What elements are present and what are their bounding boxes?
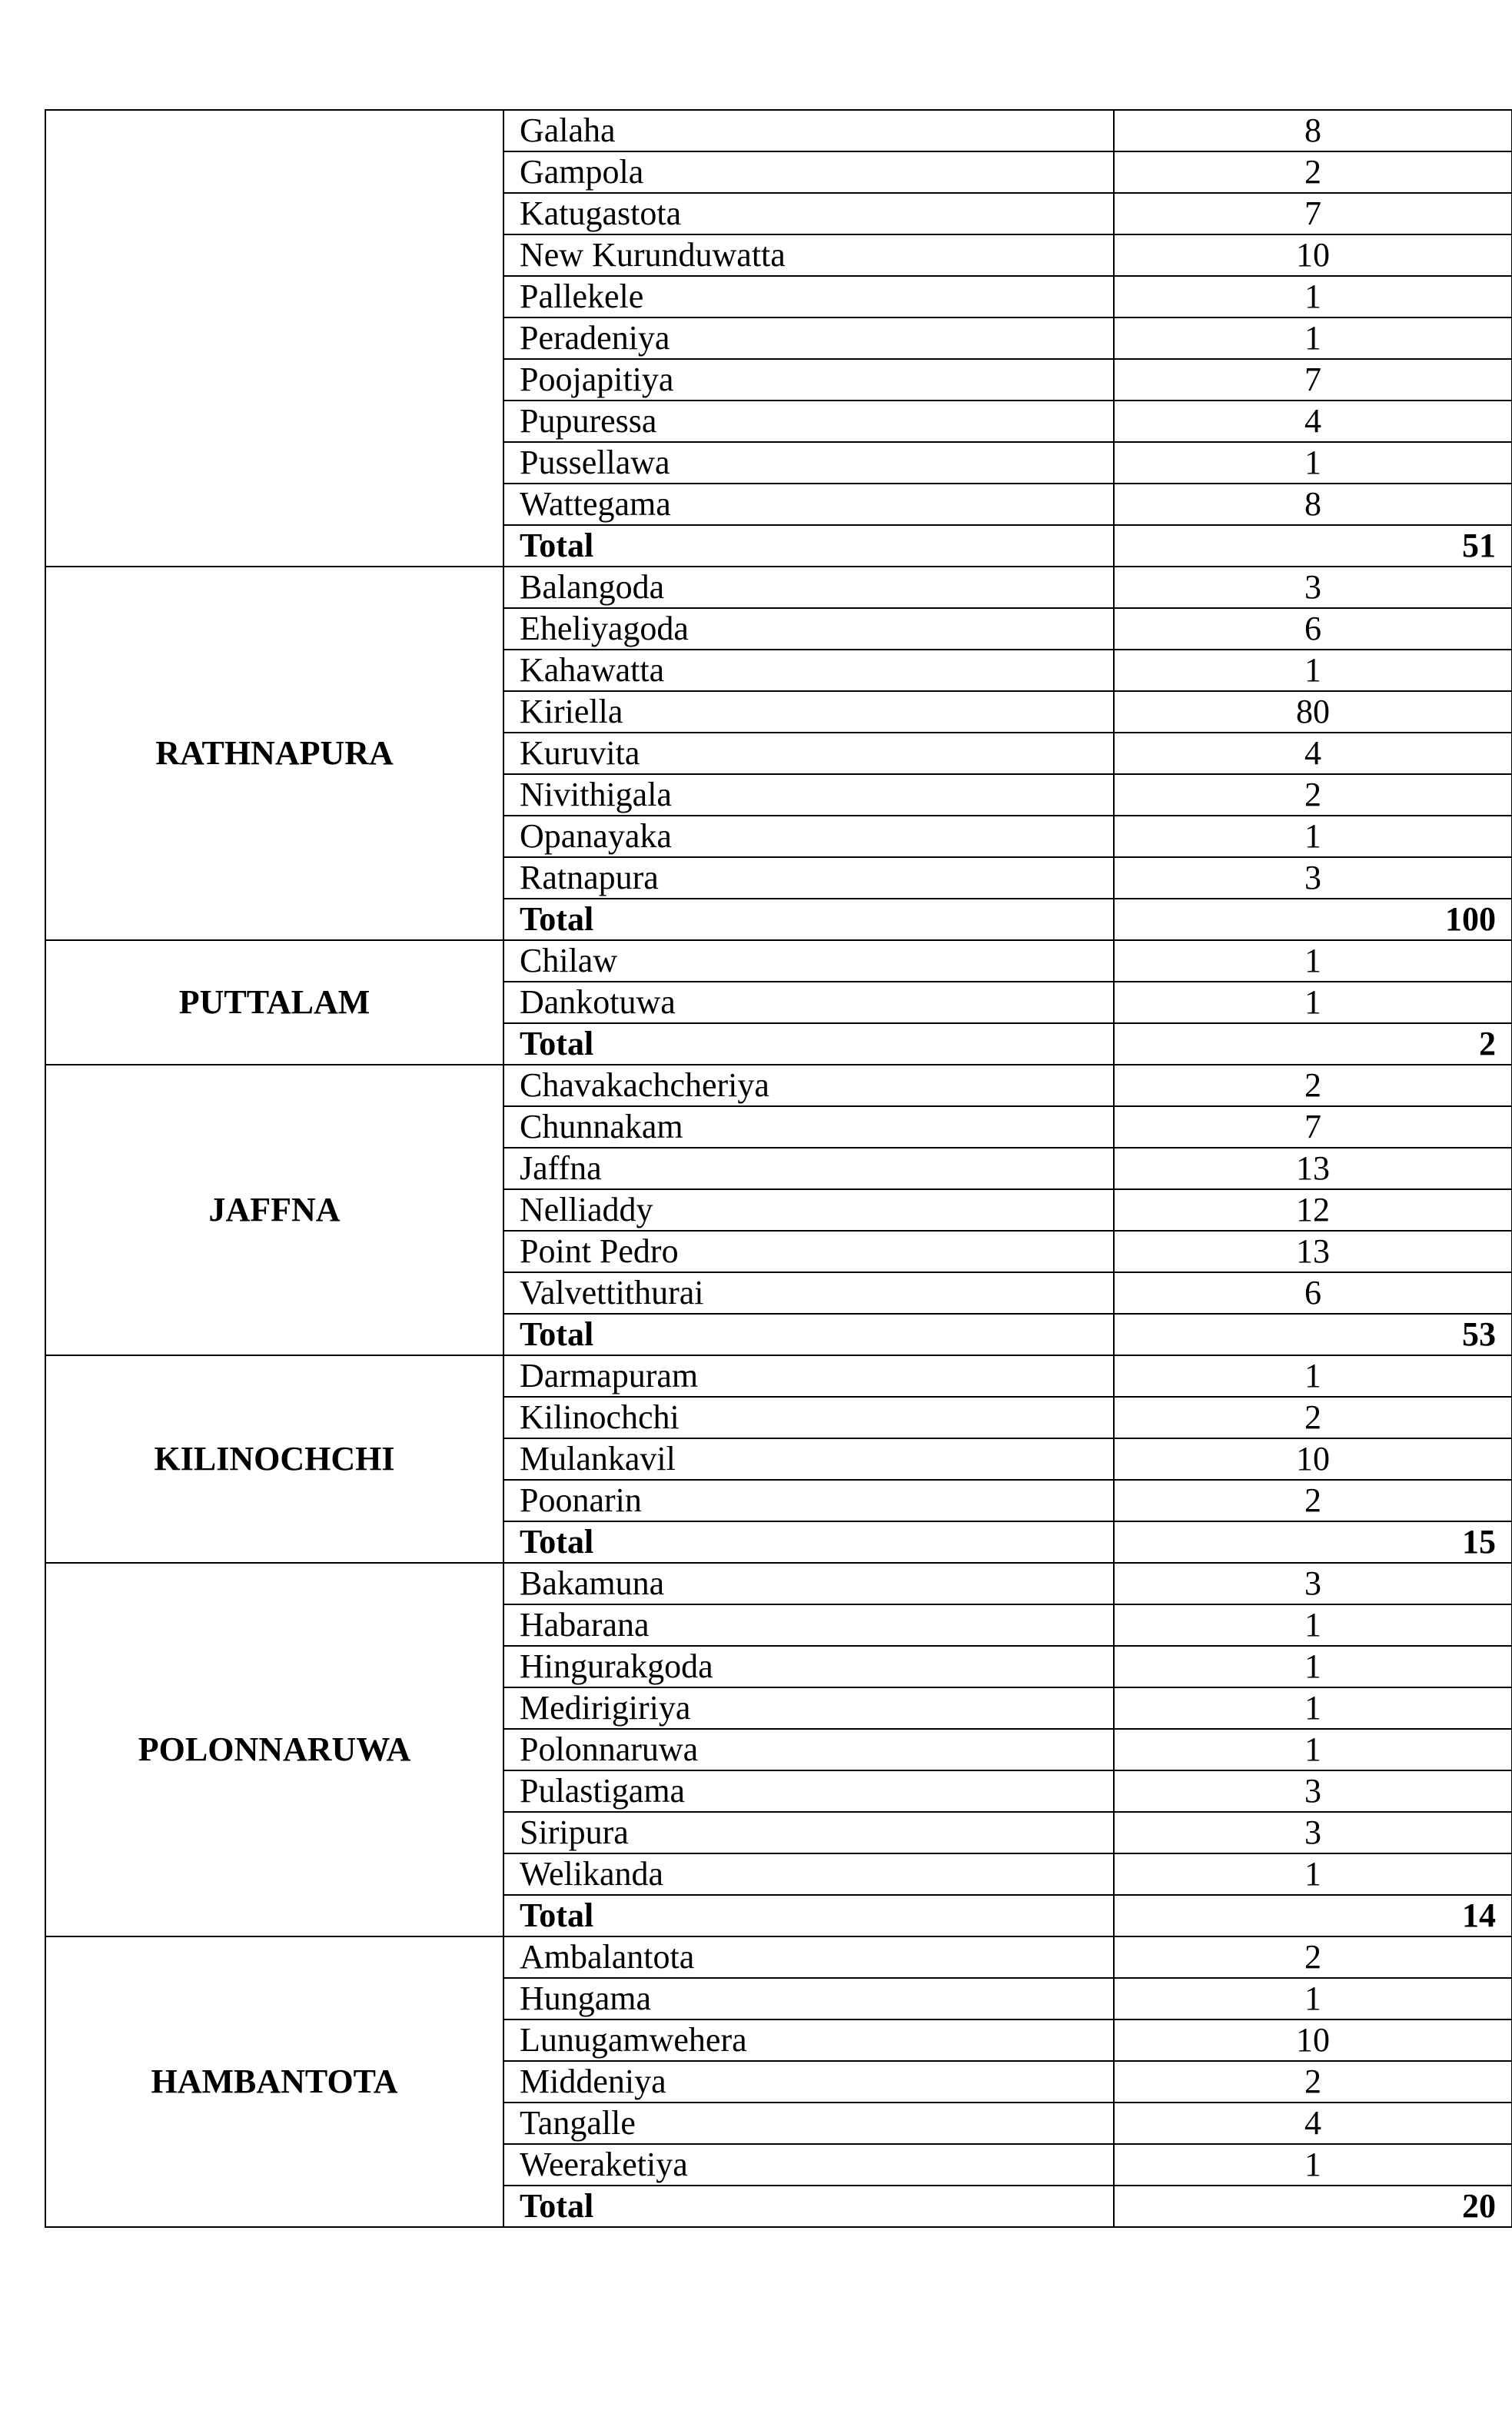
area-name: Opanayaka: [503, 816, 1114, 857]
area-count: 80: [1114, 691, 1512, 733]
area-count: 1: [1114, 1355, 1512, 1397]
area-name: Tangalle: [503, 2103, 1114, 2144]
area-count: 3: [1114, 857, 1512, 899]
area-count: 8: [1114, 484, 1512, 525]
area-count: 10: [1114, 234, 1512, 276]
area-name: Hungama: [503, 1978, 1114, 2019]
area-name: Katugastota: [503, 193, 1114, 234]
area-name: Siripura: [503, 1812, 1114, 1853]
area-count: 1: [1114, 940, 1512, 982]
area-name: Ambalantota: [503, 1936, 1114, 1978]
total-value: 2: [1114, 1023, 1512, 1065]
area-count: 1: [1114, 442, 1512, 484]
area-name: Polonnaruwa: [503, 1729, 1114, 1770]
district-name: HAMBANTOTA: [45, 1936, 503, 2227]
area-count: 1: [1114, 816, 1512, 857]
area-name: Pallekele: [503, 276, 1114, 317]
area-name: Peradeniya: [503, 317, 1114, 359]
area-count: 2: [1114, 1065, 1512, 1106]
area-count: 1: [1114, 982, 1512, 1023]
area-count: 1: [1114, 1729, 1512, 1770]
table-body: [45, 110, 1512, 2227]
area-name: Dankotuwa: [503, 982, 1114, 1023]
total-label: Total: [503, 525, 1114, 567]
area-name: Darmapuram: [503, 1355, 1114, 1397]
area-count: 2: [1114, 774, 1512, 816]
total-value: 53: [1114, 1314, 1512, 1355]
total-label: Total: [503, 899, 1114, 940]
area-name: Habarana: [503, 1604, 1114, 1646]
area-name: Gampola: [503, 151, 1114, 193]
area-count: 3: [1114, 1812, 1512, 1853]
area-name: Mulankavil: [503, 1438, 1114, 1480]
table-row: [45, 940, 1512, 982]
area-count: 2: [1114, 2061, 1512, 2103]
area-count: 1: [1114, 1604, 1512, 1646]
area-name: Pupuressa: [503, 401, 1114, 442]
table-row: [45, 110, 1512, 151]
area-name: Chavakachcheriya: [503, 1065, 1114, 1106]
area-count: 2: [1114, 1480, 1512, 1521]
area-name: Eheliyagoda: [503, 608, 1114, 650]
area-name: Point Pedro: [503, 1231, 1114, 1272]
area-name: Pussellawa: [503, 442, 1114, 484]
area-name: Nelliaddy: [503, 1189, 1114, 1231]
area-name: Jaffna: [503, 1148, 1114, 1189]
area-name: Kilinochchi: [503, 1397, 1114, 1438]
total-label: Total: [503, 1895, 1114, 1936]
area-count: 4: [1114, 401, 1512, 442]
area-count: 6: [1114, 1272, 1512, 1314]
table-row: [45, 567, 1512, 608]
area-count: 7: [1114, 1106, 1512, 1148]
district-name: POLONNARUWA: [45, 1563, 503, 1936]
area-count: 2: [1114, 1936, 1512, 1978]
table-row: [45, 1065, 1512, 1106]
district-name: RATHNAPURA: [45, 567, 503, 940]
area-count: 1: [1114, 650, 1512, 691]
area-count: 3: [1114, 1770, 1512, 1812]
area-name: Welikanda: [503, 1853, 1114, 1895]
total-label: Total: [503, 2186, 1114, 2227]
area-name: Chilaw: [503, 940, 1114, 982]
area-name: Pulastigama: [503, 1770, 1114, 1812]
area-name: Hingurakgoda: [503, 1646, 1114, 1687]
area-name: Bakamuna: [503, 1563, 1114, 1604]
district-name: JAFFNA: [45, 1065, 503, 1355]
area-count: 1: [1114, 2144, 1512, 2186]
district-name: PUTTALAM: [45, 940, 503, 1065]
area-count: 3: [1114, 1563, 1512, 1604]
area-name: Poojapitiya: [503, 359, 1114, 401]
area-count: 13: [1114, 1231, 1512, 1272]
area-name: Kiriella: [503, 691, 1114, 733]
area-name: Lunugamwehera: [503, 2019, 1114, 2061]
table-row: [45, 1563, 1512, 1604]
district-name: KILINOCHCHI: [45, 1355, 503, 1563]
total-value: 20: [1114, 2186, 1512, 2227]
table-row: [45, 1355, 1512, 1397]
area-name: Nivithigala: [503, 774, 1114, 816]
total-value: 15: [1114, 1521, 1512, 1563]
area-count: 10: [1114, 1438, 1512, 1480]
area-count: 2: [1114, 1397, 1512, 1438]
area-count: 8: [1114, 110, 1512, 151]
area-name: Weeraketiya: [503, 2144, 1114, 2186]
total-label: Total: [503, 1521, 1114, 1563]
area-count: 7: [1114, 193, 1512, 234]
area-count: 4: [1114, 733, 1512, 774]
total-value: 100: [1114, 899, 1512, 940]
total-value: 14: [1114, 1895, 1512, 1936]
area-count: 1: [1114, 1853, 1512, 1895]
area-name: Kahawatta: [503, 650, 1114, 691]
total-label: Total: [503, 1023, 1114, 1065]
area-name: Kuruvita: [503, 733, 1114, 774]
area-count: 2: [1114, 151, 1512, 193]
area-count: 1: [1114, 1646, 1512, 1687]
area-name: Balangoda: [503, 567, 1114, 608]
area-name: New Kurunduwatta: [503, 234, 1114, 276]
area-count: 13: [1114, 1148, 1512, 1189]
area-count: 1: [1114, 1687, 1512, 1729]
area-name: Ratnapura: [503, 857, 1114, 899]
area-name: Wattegama: [503, 484, 1114, 525]
area-count: 7: [1114, 359, 1512, 401]
area-count: 4: [1114, 2103, 1512, 2144]
district-name: [45, 110, 503, 567]
area-count: 12: [1114, 1189, 1512, 1231]
area-count: 6: [1114, 608, 1512, 650]
area-name: Galaha: [503, 110, 1114, 151]
area-count: 1: [1114, 276, 1512, 317]
total-label: Total: [503, 1314, 1114, 1355]
area-name: Poonarin: [503, 1480, 1114, 1521]
district-area-table: [45, 109, 1512, 2228]
area-name: Medirigiriya: [503, 1687, 1114, 1729]
table-row: [45, 1936, 1512, 1978]
area-count: 3: [1114, 567, 1512, 608]
area-count: 1: [1114, 1978, 1512, 2019]
total-value: 51: [1114, 525, 1512, 567]
area-name: Chunnakam: [503, 1106, 1114, 1148]
area-count: 10: [1114, 2019, 1512, 2061]
area-count: 1: [1114, 317, 1512, 359]
area-name: Valvettithurai: [503, 1272, 1114, 1314]
area-name: Middeniya: [503, 2061, 1114, 2103]
